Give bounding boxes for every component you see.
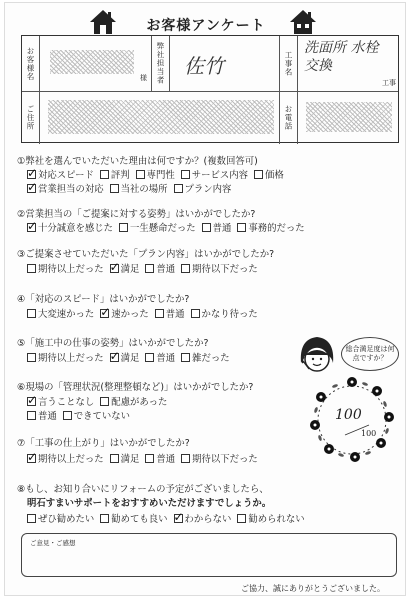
phone-field [298,92,400,144]
option[interactable]: ✓ 営業担当の対応 [27,181,104,195]
checkbox[interactable] [181,353,190,362]
house-icon [289,9,317,35]
option[interactable]: サービス内容 [181,167,248,181]
option[interactable]: 期待以下だった [181,451,258,465]
question-8-options [27,511,311,525]
option[interactable]: 期待以下だった [181,261,258,275]
question-4: ④「対応のスピード」はいかがでしたか? [17,294,190,305]
checkbox[interactable] [181,170,190,179]
option[interactable]: 事務的だった [237,220,304,234]
option[interactable]: 一生懸命だった [119,220,196,234]
checkbox[interactable] [191,309,200,318]
customer-name-field [40,36,152,91]
option[interactable]: 期待以上だった [27,350,104,364]
customer-name-label: お客様名 [22,36,40,91]
checkbox[interactable] [110,264,119,273]
checkbox[interactable] [145,353,154,362]
option[interactable]: かなり待った [191,306,258,320]
satisfaction-question-bubble: 総合満足度は何点ですか？ [341,337,399,371]
header [5,7,407,37]
checkbox[interactable] [110,454,119,463]
question-8-line2: 明石すまいサポートをおすすめいただけますでしょうか。 [27,498,272,509]
comment-label: ご意見・ご感想 [30,539,76,547]
staff-illustration-icon [295,333,339,377]
question-3-options [27,261,264,275]
option[interactable]: 価格 [254,167,284,181]
comment-box[interactable] [21,533,397,577]
checkbox[interactable] [100,309,109,318]
option[interactable]: 専門性 [136,167,175,181]
option[interactable]: ✓ 満足 [110,350,140,364]
checkbox[interactable] [145,454,154,463]
option[interactable]: 普通 [145,451,175,465]
option[interactable]: 満足 [110,451,140,465]
checkbox[interactable] [155,309,164,318]
checkbox[interactable] [181,264,190,273]
staff-name: 佐竹 [184,54,224,78]
customer-info-table [21,35,399,143]
checkbox[interactable] [27,264,36,273]
question-7-options [27,451,264,465]
option[interactable]: ✓ 速かった [100,306,149,320]
checkbox[interactable] [100,170,109,179]
option[interactable]: プラン内容 [174,181,232,195]
option[interactable]: 勧めても良い [100,511,167,525]
option[interactable]: 普通 [202,220,232,234]
option[interactable]: 評判 [100,167,130,181]
checkbox[interactable] [63,411,72,420]
checkbox[interactable] [27,223,36,232]
address-label: ご住所 [22,92,40,144]
checkbox[interactable] [237,223,246,232]
checkbox[interactable] [237,514,246,523]
option[interactable]: ✓ 言うことなし [27,394,94,408]
option[interactable]: ✓ 対応スピード [27,167,94,181]
checkbox[interactable] [136,170,145,179]
option[interactable]: 当社の場所 [110,181,168,195]
checkbox[interactable] [145,264,154,273]
checkbox[interactable] [202,223,211,232]
checkbox[interactable] [119,223,128,232]
option[interactable]: 普通 [145,261,175,275]
staff-label: 弊社担当者 [152,36,170,91]
option[interactable]: 期待以上だった [27,261,104,275]
option[interactable]: 普通 [155,306,185,320]
checkbox[interactable] [100,514,109,523]
question-2: ②営業担当の「ご提案に対する姿勢」はいかがでしたか? [17,209,256,220]
checkbox[interactable] [27,353,36,362]
checkbox[interactable] [181,454,190,463]
work-name: 洗面所 水栓交換 [304,40,379,74]
checkbox[interactable] [27,184,36,193]
question-8: ⑧もし、お知り合いにリフォームの予定がございましたら、 [17,484,269,495]
work-suffix: 工事 [382,79,396,87]
survey-sheet [4,2,406,596]
option[interactable]: 雑だった [181,350,230,364]
question-1-options-row2 [27,181,237,195]
question-5: ⑤「施工中の仕事の姿勢」はいかがでしたか? [17,338,209,349]
checkbox[interactable] [27,514,36,523]
option[interactable]: ✓ 満足 [110,261,140,275]
question-6-options [27,394,173,408]
option[interactable]: 勧められない [237,511,304,525]
checkbox[interactable] [174,184,183,193]
question-6-options-row2 [27,408,136,422]
checkbox[interactable] [110,353,119,362]
work-name-label: 工事名 [280,36,298,91]
checkbox[interactable] [27,170,36,179]
thanks-message: ご協力、誠にありがとうございました。 [241,584,385,593]
question-6: ⑥現場の「管理状況(整理整頓など)」はいかがでしたか? [17,382,254,393]
question-3: ③ご提案させていただいた「プラン内容」はいかがでしたか? [17,249,275,260]
option[interactable]: ✓ わからない [174,511,232,525]
satisfaction-score: 100 [335,407,362,423]
question-1-options [27,167,290,181]
question-5-options [27,350,236,364]
option[interactable]: できていない [63,408,130,422]
checkbox[interactable] [27,309,36,318]
question-1: ①弊社を選んでいただいた理由は何ですか？(複数回答可) [17,156,258,167]
address-field [40,92,280,144]
checkbox[interactable] [110,184,119,193]
question-2-options [27,220,311,234]
option[interactable]: 大変速かった [27,306,94,320]
option[interactable]: 普通 [145,350,175,364]
option[interactable]: 普通 [27,408,57,422]
option[interactable]: 配慮があった [100,394,167,408]
checkbox[interactable] [174,514,183,523]
phone-label: お電話 [280,92,298,144]
page-title: お客様アンケート [146,18,266,34]
staff-field [170,36,280,91]
question-7: ⑦「工事の仕上がり」はいかがでしたか? [17,438,190,449]
checkbox[interactable] [27,411,36,420]
checkbox[interactable] [27,454,36,463]
satisfaction-max: 100 [361,429,377,438]
checkbox[interactable] [254,170,263,179]
checkbox[interactable] [100,397,109,406]
work-name-field [298,36,400,91]
option[interactable]: ✓ 期待以上だった [27,451,104,465]
question-4-options [27,306,264,320]
checkbox[interactable] [27,397,36,406]
option[interactable]: ✓ 十分誠意を感じた [27,220,113,234]
customer-suffix: 様 [140,74,147,82]
option[interactable]: ぜひ勧めたい [27,511,94,525]
